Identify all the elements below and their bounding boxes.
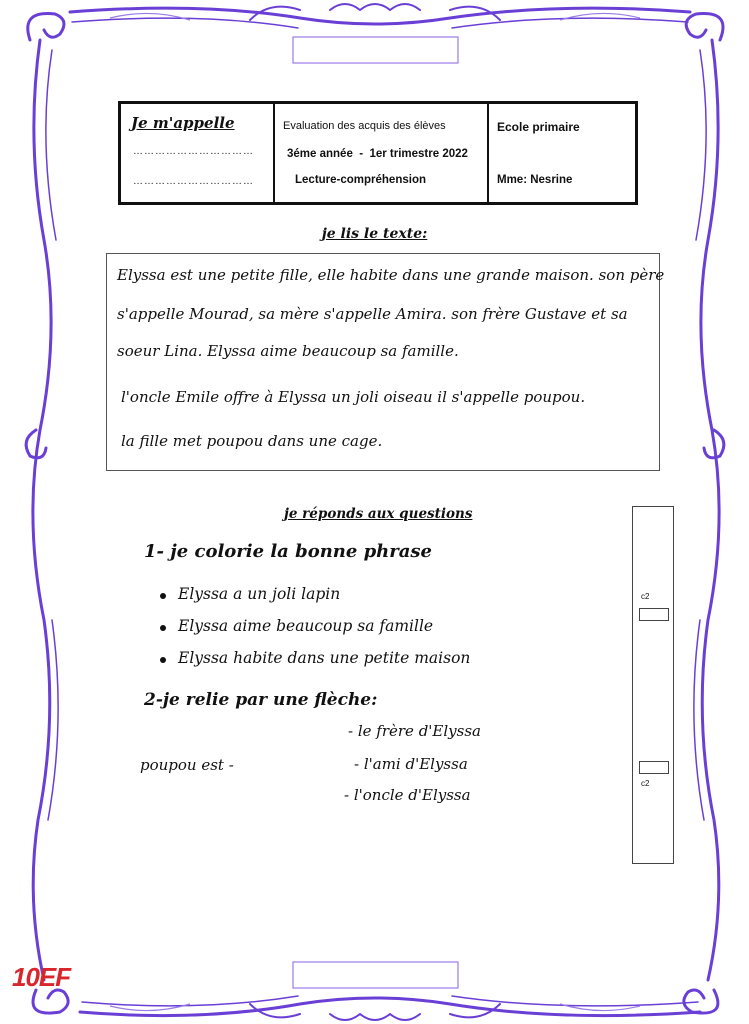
score-box-q1[interactable] [639,608,669,621]
evaluation-cell [275,104,489,202]
question-2-title: 2-je relie par une flèche: [144,690,378,710]
match-right-item-3[interactable]: - l'oncle d'Elyssa [344,786,471,804]
site-logo [12,962,70,993]
reading-line-1: Elyssa est une petite fille, elle habite dans une grande maison. son père [117,266,665,284]
reading-line-3: soeur Lina. Elyssa aime beaucoup sa famille. [117,342,459,360]
name-line-2: …………………………… [133,176,254,187]
score-label-q1: c2 [641,592,650,601]
reading-text-box [106,253,665,471]
option-text: Elyssa a un joli lapin [178,585,341,603]
match-left-item[interactable]: poupou est - [140,756,234,774]
reading-line-5: la fille met poupou dans une cage. [121,432,383,450]
reading-line-2: s'appelle Mourad, sa mère s'appelle Amira. son frère Gustave et sa [117,305,628,323]
bullet-icon [160,657,166,663]
school-cell [489,104,635,202]
teacher-name: Mme: Nesrine [497,174,573,186]
score-label-q2: c2 [641,779,650,788]
option-text: Elyssa habite dans une petite maison [178,649,471,667]
match-right-item-2[interactable]: - l'ami d'Elyssa [354,755,468,773]
bullet-icon [160,593,166,599]
header-table [118,101,638,205]
logo-text: 10EF [12,962,71,992]
match-right-item-1[interactable]: - le frère d'Elyssa [348,722,481,740]
level-term: 3éme année - 1er trimestre 2022 [287,148,468,160]
score-column [632,506,674,864]
school-name: Ecole primaire [497,120,580,134]
eval-title: Evaluation des acquis des élèves [283,120,446,132]
reading-heading: je lis le texte: [321,226,428,242]
name-cell [121,104,275,202]
bullet-icon [160,625,166,631]
reading-line-4: l'oncle Emile offre à Elyssa un joli oiseau il s'appelle poupou. [121,388,586,406]
option-text: Elyssa aime beaucoup sa famille [178,617,434,635]
name-label: Je m'appelle [131,114,235,132]
score-box-q2[interactable] [639,761,669,774]
name-line-1: …………………………… [133,146,254,157]
question-1-title: 1- je colorie la bonne phrase [144,541,432,562]
questions-heading: je réponds aux questions [284,506,473,522]
subject: Lecture-compréhension [295,174,426,186]
